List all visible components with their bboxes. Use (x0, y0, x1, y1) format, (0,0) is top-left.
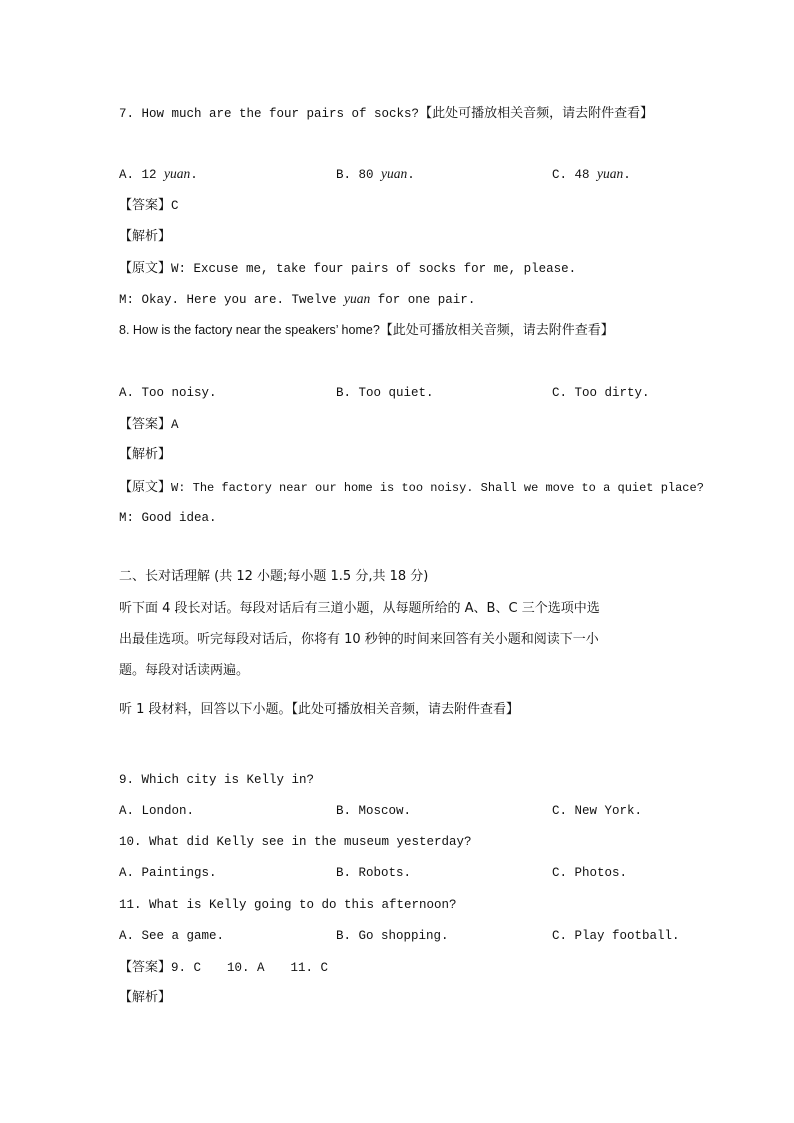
q7-transcript: 【原文】W: Excuse me, take four pairs of socks for me, please. (119, 261, 577, 276)
q10-option-b: B. Robots. (336, 866, 412, 880)
q8-audio-note[interactable]: 【此处可播放相关音频，请去附件查看】 (379, 323, 614, 338)
q11-option-c: C. Play football. (552, 929, 680, 943)
answer-11: 11. C (290, 961, 329, 975)
q11-option-b: B. Go shopping. (336, 929, 449, 943)
q10-question: 10. What did Kelly see in the museum yesterday? (119, 835, 472, 849)
q9-option-c: C. New York. (552, 804, 643, 818)
q8-transcript: 【原文】W: The factory near our home is too noisy. Shall we move to a quiet place? (119, 480, 704, 495)
q7-option-c: C. 48 yuan. (552, 166, 631, 182)
section2-instruction-1: 听下面 4 段长对话。每段对话后有三道小题，从每题所给的 A、B、C 三个选项中选 (119, 601, 600, 616)
q8-transcript-m: M: Good idea. (119, 511, 217, 525)
section2-instruction-3: 题。每段对话读两遍。 (119, 663, 250, 678)
material-intro[interactable]: 听 1 段材料，回答以下小题。【此处可播放相关音频，请去附件查看】 (119, 702, 520, 717)
q11-question: 11. What is Kelly going to do this afternoon? (119, 898, 457, 912)
q8-option-c: C. Too dirty. (552, 386, 650, 400)
answer-10: 10. A (227, 961, 265, 975)
q7-answer-value: C (171, 199, 179, 213)
q10-option-c: C. Photos. (552, 866, 628, 880)
q8-answer: 【答案】A (119, 417, 179, 432)
q7-transcript-m: M: Okay. Here you are. Twelve yuan for one pair. (119, 291, 476, 307)
q7-option-a: A. 12 yuan. (119, 166, 198, 182)
q7-transcript-w: W: Excuse me, take four pairs of socks for me, please. (171, 262, 577, 276)
q8-analysis-label: 【解析】 (119, 447, 172, 462)
q7-answer: 【答案】C (119, 198, 179, 213)
q8-question-text: 8. How is the factory near the speakers’ home? (119, 323, 380, 337)
q8-option-a: A. Too noisy. (119, 386, 217, 400)
q7-analysis-label: 【解析】 (119, 229, 172, 244)
q9-option-a: A. London. (119, 804, 195, 818)
group-answer: 【答案】9. C 10. A 11. C (119, 960, 329, 975)
q7-question (119, 105, 653, 122)
section2-instruction-2: 出最佳选项。听完每段对话后，你将有 10 秒钟的时间来回答有关小题和阅读下一小 (119, 632, 599, 647)
q7-option-b: B. 80 yuan. (336, 166, 415, 182)
q9-option-b: B. Moscow. (336, 804, 412, 818)
q10-option-a: A. Paintings. (119, 866, 217, 880)
q9-question: 9. Which city is Kelly in? (119, 773, 315, 787)
q7-question-text: 7. How much are the four pairs of socks? (119, 107, 420, 121)
answer-9: 9. C (171, 961, 202, 975)
q7-audio-note[interactable]: 【此处可播放相关音频，请去附件查看】 (419, 106, 654, 121)
q8-transcript-w: W: The factory near our home is too noisy. Shall we move to a quiet place? (171, 481, 704, 495)
section2-heading: 二、长对话理解 (共 12 小题;每小题 1.5 分,共 18 分) (119, 569, 429, 584)
q8-question (119, 322, 614, 339)
q11-option-a: A. See a game. (119, 929, 225, 943)
group-analysis-label: 【解析】 (119, 990, 172, 1005)
q8-option-b: B. Too quiet. (336, 386, 434, 400)
q8-answer-value: A (171, 418, 179, 432)
